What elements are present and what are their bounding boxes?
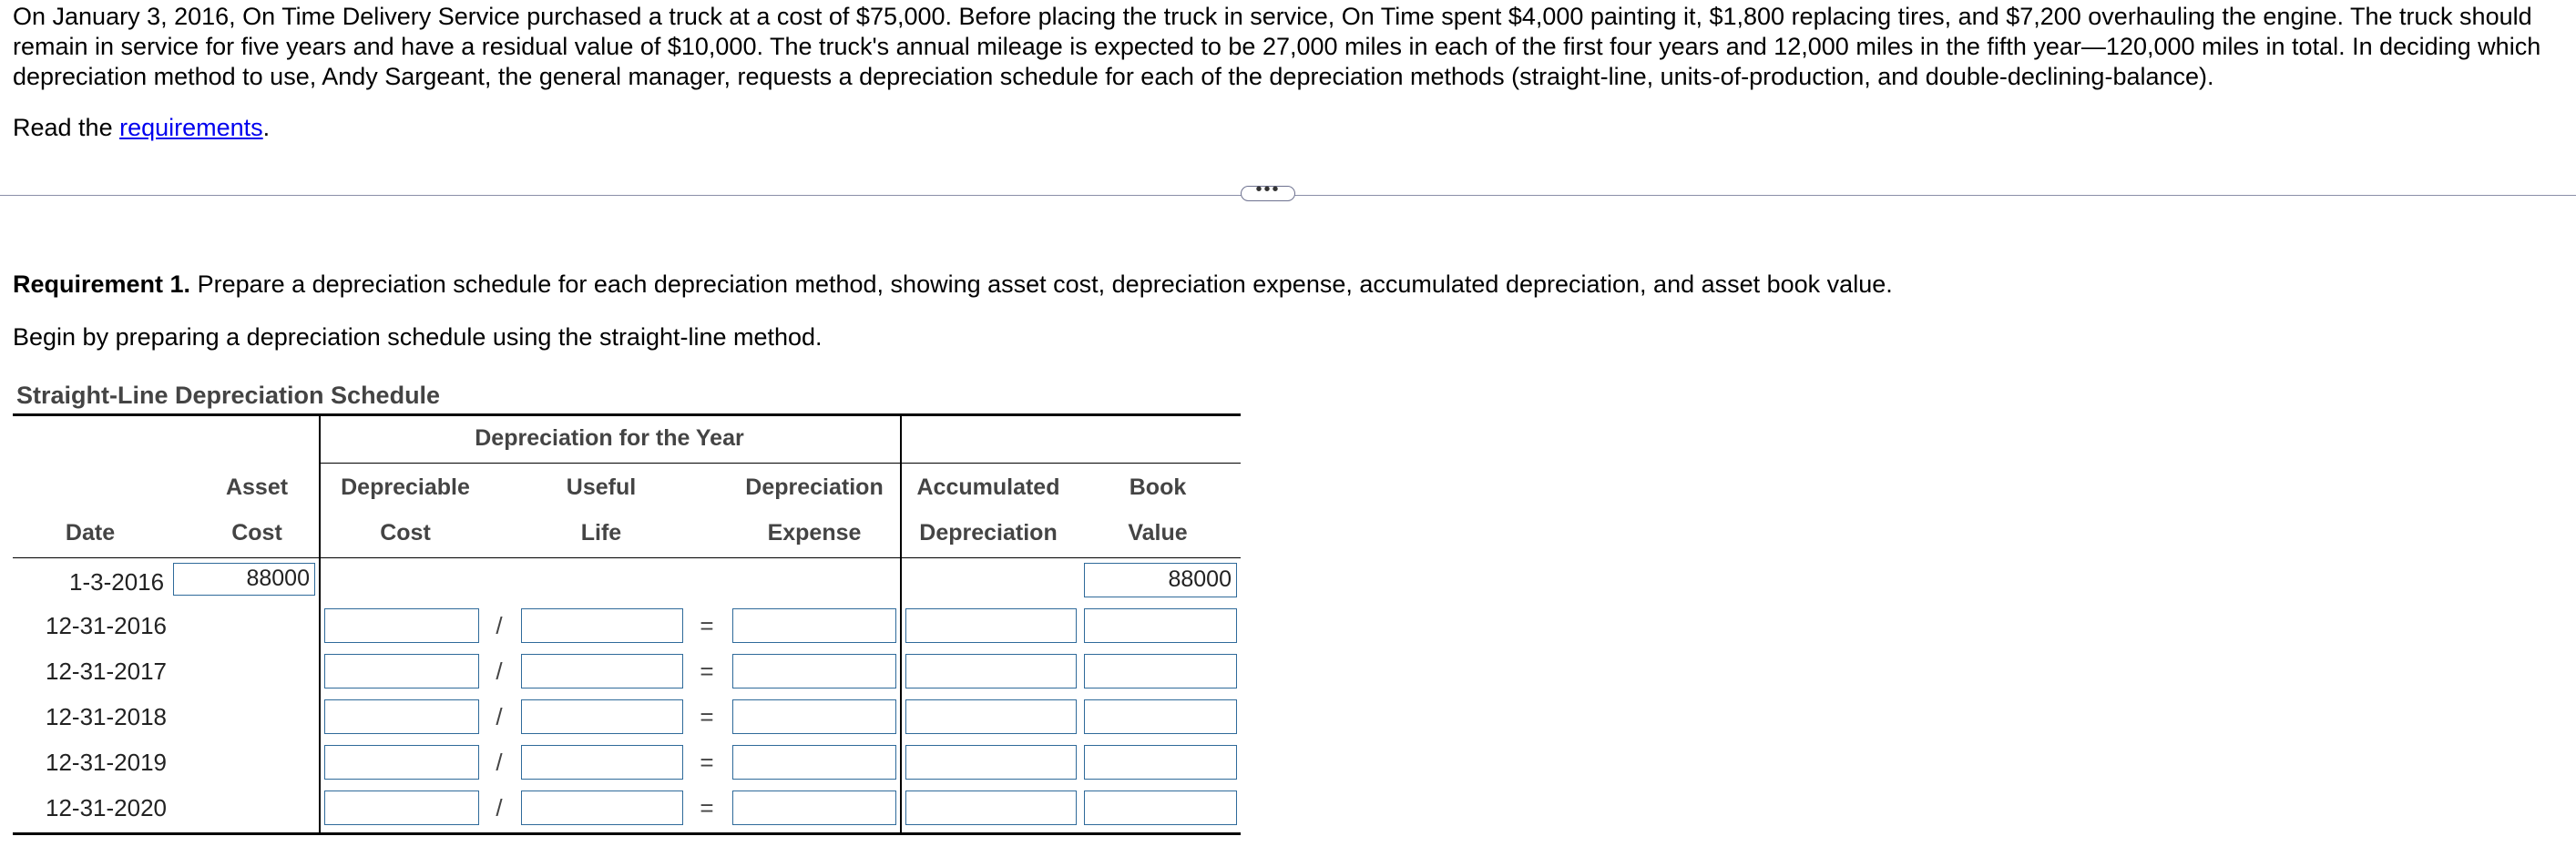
depreciable-cost-input[interactable] xyxy=(324,654,479,688)
book-value-input[interactable] xyxy=(1084,745,1237,780)
read-suffix: . xyxy=(262,114,271,141)
header-bottom-rule xyxy=(13,557,1241,558)
header-accumulated-bottom: Depreciation xyxy=(919,520,1058,546)
requirements-link[interactable]: requirements xyxy=(119,114,263,141)
useful-life-input[interactable] xyxy=(521,790,683,825)
equals-operator: = xyxy=(700,749,714,776)
header-useful-bottom: Life xyxy=(580,520,622,546)
depreciable-cost-input[interactable] xyxy=(324,790,479,825)
header-depreciable-bottom: Cost xyxy=(380,520,431,546)
useful-life-input[interactable] xyxy=(521,654,683,688)
row-date: 12-31-2018 xyxy=(46,703,167,730)
depreciation-expense-input[interactable] xyxy=(732,745,896,780)
depreciable-cost-input[interactable] xyxy=(324,608,479,643)
divide-operator: / xyxy=(496,749,503,776)
header-accumulated-top: Accumulated xyxy=(916,474,1060,500)
row-date: 12-31-2016 xyxy=(46,612,167,639)
divide-operator: / xyxy=(496,794,503,821)
header-useful-top: Useful xyxy=(566,474,637,500)
book-value-input[interactable] xyxy=(1084,699,1237,734)
depreciation-expense-input[interactable] xyxy=(732,654,896,688)
divide-operator: / xyxy=(496,703,503,730)
problem-statement: On January 3, 2016, On Time Delivery Service purchased a truck at a cost of $75,000. Before placing the truck in service, On Time spent $4,000 painting it, $1,800 replacing tires, and $7,200 overhauling the engine. The truck should remain in service for five years and have a residual value of $10,000. The truck's annual mileage is expected to be 27,000 miles in each of the first four years and 12,000 miles in the fifth year—120,000 miles in total. In deciding which depreciation method to use, Andy Sargeant, the general manager, requests a depreciation schedule for each of the depreciation methods (straight-line, units-of-production, and double-declining-balance). xyxy=(13,3,2541,90)
table-bottom-rule xyxy=(13,832,1241,835)
header-asset-top: Asset xyxy=(225,474,289,500)
equals-operator: = xyxy=(700,794,714,821)
read-prefix: Read the xyxy=(13,114,120,141)
accumulated-depreciation-input[interactable] xyxy=(905,699,1077,734)
equals-operator: = xyxy=(700,612,714,639)
header-expense-bottom: Expense xyxy=(767,520,862,546)
book-value-input[interactable] xyxy=(1084,654,1237,688)
requirement-text: Prepare a depreciation schedule for each depreciation method, showing asset cost, depreciation expense, accumulated depreciation, and asset book value. xyxy=(190,270,1893,298)
header-expense-top: Depreciation xyxy=(745,474,884,500)
begin-instruction: Begin by preparing a depreciation schedule using the straight-line method. xyxy=(13,323,823,351)
header-asset-bottom: Cost xyxy=(231,520,282,546)
row-date-1-3-2016: 1-3-2016 xyxy=(69,568,165,596)
accumulated-depreciation-input[interactable] xyxy=(905,790,1077,825)
straight-line-schedule-table xyxy=(13,413,1241,834)
requirement-1 xyxy=(13,270,1893,300)
useful-life-input[interactable] xyxy=(521,608,683,643)
equals-operator: = xyxy=(700,658,714,685)
depreciation-expense-input[interactable] xyxy=(732,790,896,825)
book-value-input[interactable] xyxy=(1084,790,1237,825)
schedule-title: Straight-Line Depreciation Schedule xyxy=(16,382,441,409)
group-header-rule xyxy=(319,463,1241,464)
header-book-bottom: Value xyxy=(1128,520,1188,546)
depreciable-cost-input[interactable] xyxy=(324,745,479,780)
table-top-rule xyxy=(13,413,1241,416)
asset-cost-value: 88000 xyxy=(173,563,315,596)
accumulated-depreciation-input[interactable] xyxy=(905,654,1077,688)
header-book-top: Book xyxy=(1129,474,1187,500)
group-header-depreciation-for-year: Depreciation for the Year xyxy=(475,425,744,451)
useful-life-input[interactable] xyxy=(521,745,683,780)
divide-operator: / xyxy=(496,612,503,639)
row-date: 12-31-2020 xyxy=(46,794,167,821)
useful-life-input[interactable] xyxy=(521,699,683,734)
accumulated-depreciation-input[interactable] xyxy=(905,745,1077,780)
row-date: 12-31-2019 xyxy=(46,749,167,776)
book-value-input[interactable] xyxy=(1084,608,1237,643)
initial-book-value: 88000 xyxy=(1084,563,1237,597)
read-requirements-line xyxy=(13,113,270,143)
equals-operator: = xyxy=(700,703,714,730)
depreciable-cost-input[interactable] xyxy=(324,699,479,734)
depreciation-expense-input[interactable] xyxy=(732,608,896,643)
requirement-label: Requirement 1. xyxy=(13,270,191,298)
divide-operator: / xyxy=(496,658,503,685)
depreciation-expense-input[interactable] xyxy=(732,699,896,734)
accumulated-depreciation-input[interactable] xyxy=(905,608,1077,643)
row-date: 12-31-2017 xyxy=(46,658,167,685)
header-depreciable-top: Depreciable xyxy=(341,474,470,500)
header-date: Date xyxy=(65,520,116,546)
expand-more-button[interactable]: ••• xyxy=(1241,186,1295,201)
